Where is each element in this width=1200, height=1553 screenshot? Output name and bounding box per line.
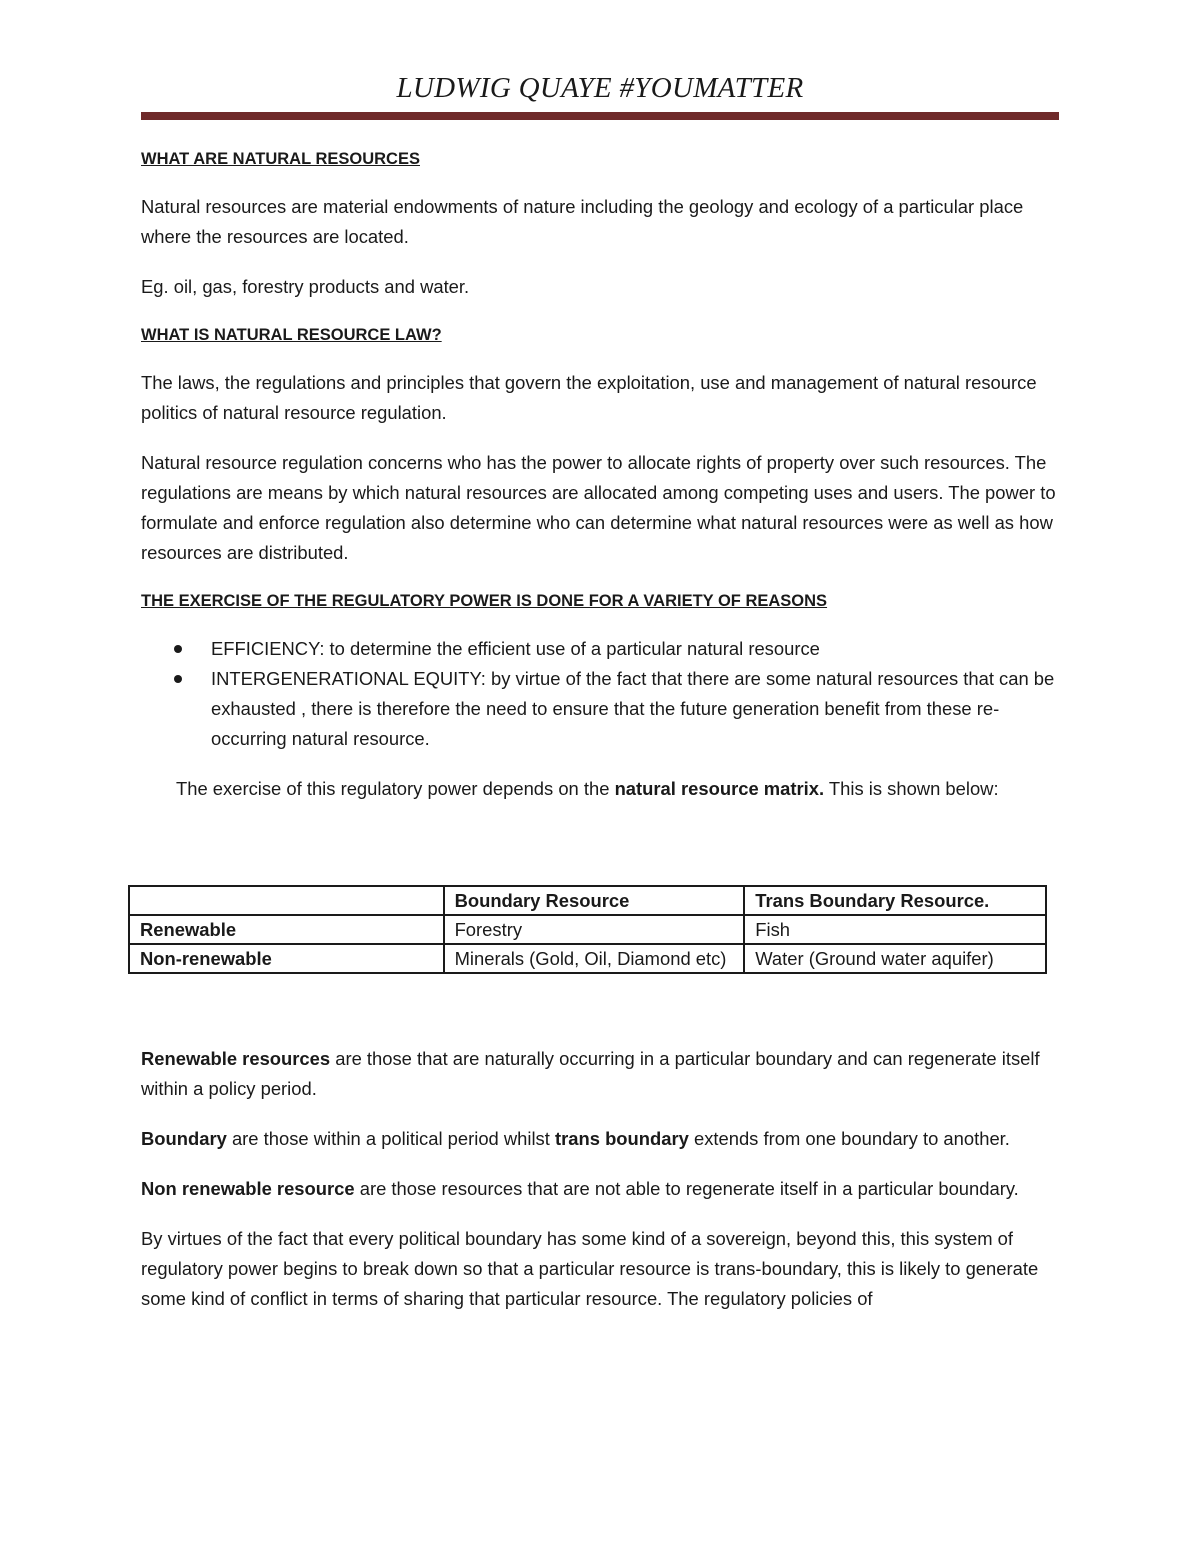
list-item bbox=[211, 664, 1059, 754]
paragraph-examples: Eg. oil, gas, forestry products and water. bbox=[141, 276, 470, 297]
matrix-intro-bold: natural resource matrix. bbox=[614, 778, 825, 799]
reasons-list bbox=[141, 634, 1059, 754]
list-item bbox=[211, 634, 1059, 664]
table-cell: Fish bbox=[744, 915, 1046, 944]
paragraph-matrix-intro bbox=[141, 774, 1059, 804]
paragraph-boundary: Boundary are those within a political period whilst trans boundary extends from one boundary to another. bbox=[141, 1128, 1010, 1149]
table-row bbox=[129, 944, 1046, 973]
table-header-cell: Boundary Resource bbox=[444, 886, 745, 915]
matrix-intro-text: The exercise of this regulatory power depends on the bbox=[176, 778, 615, 799]
heading-natural-resources: WHAT ARE NATURAL RESOURCES bbox=[141, 150, 420, 168]
paragraph-closing: By virtues of the fact that every political boundary has some kind of a sovereign, beyond this, this system of regulatory power begins to break down so that a particular resource is trans-boundary, this is likely to generate some kind of conflict in terms of sharing that particular resource. The regulatory policies of bbox=[141, 1228, 1039, 1309]
heading-natural-resource-law: WHAT IS NATURAL RESOURCE LAW? bbox=[141, 326, 442, 344]
paragraph-renewable: Renewable resources are those that are naturally occurring in a particular boundary and can regenerate itself within a policy period. bbox=[141, 1048, 1040, 1099]
table-header-cell: Trans Boundary Resource. bbox=[744, 886, 1046, 915]
table-row-label: Renewable bbox=[129, 915, 444, 944]
document-body-upper bbox=[141, 146, 1059, 824]
table-row-label: Non-renewable bbox=[129, 944, 444, 973]
header-rule bbox=[141, 112, 1059, 120]
matrix-intro-text-end: This is shown below: bbox=[824, 778, 999, 799]
table-cell: Forestry bbox=[444, 915, 745, 944]
paragraph-definition: Natural resources are material endowments of nature including the geology and ecology of a particular place where the resources are located. bbox=[141, 196, 1024, 247]
bullet-icon bbox=[174, 645, 182, 653]
heading-regulatory-power: THE EXERCISE OF THE REGULATORY POWER IS DONE FOR A VARIETY OF REASONS bbox=[141, 592, 828, 610]
list-item-text: INTERGENERATIONAL EQUITY: by virtue of the fact that there are some natural resources that can be exhausted , there is therefore the need to ensure that the future generation benefit from these re-occurring natural resource. bbox=[211, 668, 1055, 749]
table-header-row bbox=[129, 886, 1046, 915]
table-cell: Water (Ground water aquifer) bbox=[744, 944, 1046, 973]
paragraph-law-definition: The laws, the regulations and principles that govern the exploitation, use and management of natural resource politics of natural resource regulation. bbox=[141, 372, 1037, 423]
paragraph-non-renewable: Non renewable resource are those resources that are not able to regenerate itself in a particular boundary. bbox=[141, 1178, 1019, 1199]
table-row bbox=[129, 915, 1046, 944]
bullet-icon bbox=[174, 675, 182, 683]
paragraph-regulation: Natural resource regulation concerns who has the power to allocate rights of property over such resources. The regulations are means by which natural resources are allocated among competing uses and users. The power to formulate and enforce regulation also determine who can determine what natural resources were as well as how resources are distributed. bbox=[141, 452, 1056, 563]
natural-resource-matrix-table bbox=[128, 885, 1047, 974]
page-title: LUDWIG QUAYE #YOUMATTER bbox=[396, 72, 804, 104]
table-cell: Minerals (Gold, Oil, Diamond etc) bbox=[444, 944, 745, 973]
document-body-lower bbox=[141, 1044, 1059, 1334]
list-item-text: EFFICIENCY: to determine the efficient use of a particular natural resource bbox=[211, 638, 820, 659]
table-header-cell bbox=[129, 886, 444, 915]
